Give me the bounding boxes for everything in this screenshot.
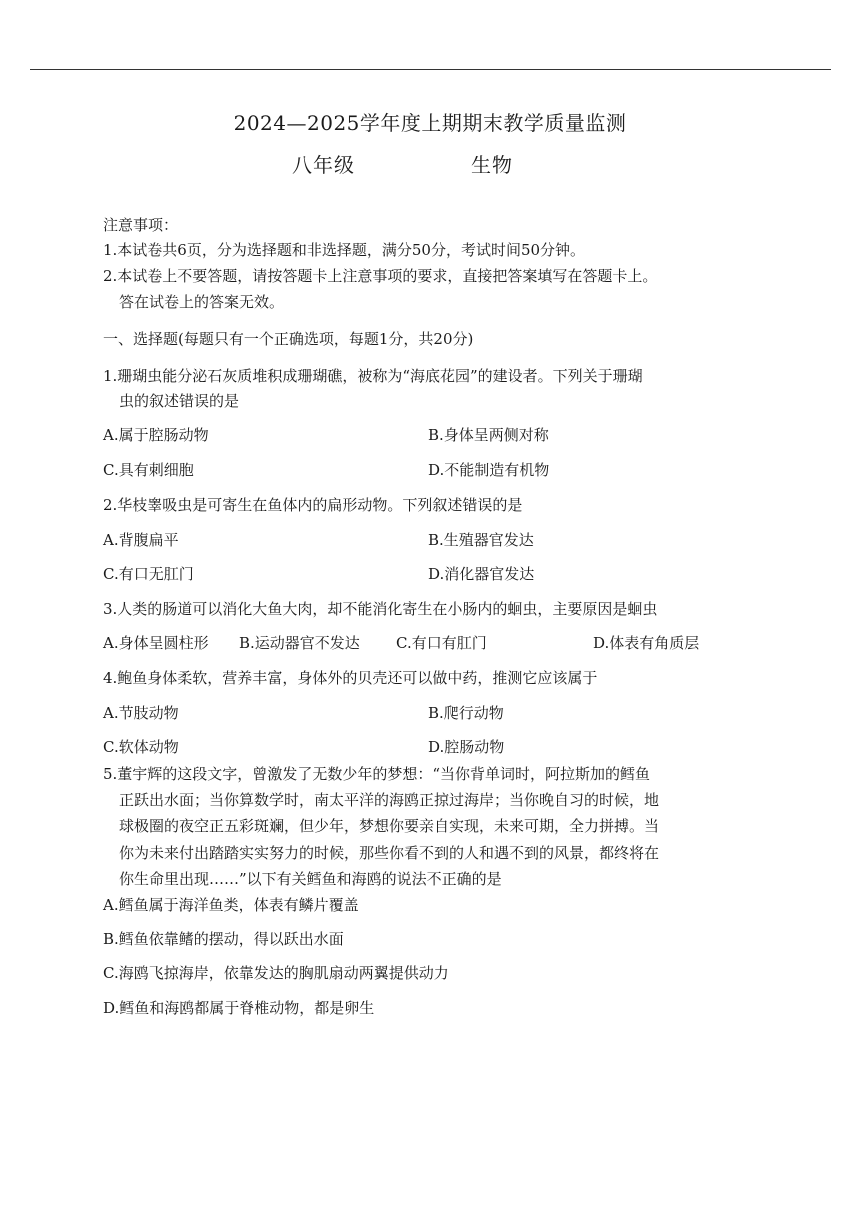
header-rule (30, 69, 831, 70)
question-2-option-d: D.消化器官发达 (428, 565, 535, 583)
question-4-stem: 4.鲍鱼身体柔软，营养丰富，身体外的贝壳还可以做中药，推测它应该属于 (103, 669, 598, 687)
question-4-option-a: A.节肢动物 (103, 704, 179, 722)
question-5-stem-cont-3: 你为未来付出踏踏实实努力的时候，那些你看不到的人和遇不到的风景，都终将在 (119, 844, 660, 862)
question-1-stem-cont: 虫的叙述错误的是 (119, 392, 240, 410)
section-heading: 一、选择题(每题只有一个正确选项，每题1分，共20分) (103, 330, 474, 348)
question-5-option-b: B.鳕鱼依靠鳍的摆动，得以跃出水面 (103, 930, 344, 948)
question-5-option-c: C.海鸥飞掠海岸，依靠发达的胸肌扇动两翼提供动力 (103, 964, 449, 982)
question-5-stem-cont-2: 球极圈的夜空正五彩斑斓，但少年，梦想你要亲自实现，未来可期，全力拼搏。当 (119, 817, 660, 835)
exam-title: 2024—2025学年度上期期末教学质量监测 (233, 111, 627, 135)
question-5-stem-cont-4: 你生命里出现……”以下有关鳕鱼和海鸥的说法不正确的是 (119, 870, 502, 888)
question-3-option-a: A.身体呈圆柱形 (103, 634, 209, 652)
question-4-option-d: D.腔肠动物 (428, 738, 505, 756)
notice-heading: 注意事项： (103, 216, 179, 234)
notice-item-2-cont: 答在试卷上的答案无效。 (119, 293, 285, 311)
question-1-option-d: D.不能制造有机物 (428, 461, 550, 479)
question-5-option-a: A.鳕鱼属于海洋鱼类，体表有鳞片覆盖 (103, 896, 359, 914)
subject-label: 生物 (471, 153, 513, 177)
question-5-stem-cont-1: 正跃出水面；当你算数学时，南太平洋的海鸥正掠过海岸；当你晚自习的时候，地 (119, 791, 660, 809)
question-3-option-d: D.体表有角质层 (593, 634, 700, 652)
notice-item-1: 1.本试卷共6页，分为选择题和非选择题，满分50分，考试时间50分钟。 (103, 241, 586, 259)
question-4-option-c: C.软体动物 (103, 738, 179, 756)
question-1-stem: 1.珊瑚虫能分泌石灰质堆积成珊瑚礁，被称为“海底花园”的建设者。下列关于珊瑚 (103, 367, 643, 385)
question-1-option-a: A.属于腔肠动物 (103, 426, 209, 444)
question-1-option-b: B.身体呈两侧对称 (428, 426, 549, 444)
question-2-option-a: A.背腹扁平 (103, 531, 179, 549)
question-4-option-b: B.爬行动物 (428, 704, 504, 722)
question-2-option-c: C.有口无肛门 (103, 565, 194, 583)
grade-label: 八年级 (292, 153, 355, 177)
question-1-option-c: C.具有刺细胞 (103, 461, 194, 479)
question-2-stem: 2.华枝睾吸虫是可寄生在鱼体内的扁形动物。下列叙述错误的是 (103, 496, 523, 514)
question-3-stem: 3.人类的肠道可以消化大鱼大肉，却不能消化寄生在小肠内的蛔虫，主要原因是蛔虫 (103, 600, 658, 618)
question-3-option-b: B.运动器官不发达 (239, 634, 360, 652)
notice-item-2: 2.本试卷上不要答题，请按答题卡上注意事项的要求，直接把答案填写在答题卡上。 (103, 267, 658, 285)
question-5-stem: 5.董宇辉的这段文字，曾激发了无数少年的梦想：“当你背单词时，阿拉斯加的鳕鱼 (103, 765, 650, 783)
question-3-option-c: C.有口有肛门 (396, 634, 487, 652)
question-5-option-d: D.鳕鱼和海鸥都属于脊椎动物，都是卵生 (103, 999, 375, 1017)
question-2-option-b: B.生殖器官发达 (428, 531, 534, 549)
